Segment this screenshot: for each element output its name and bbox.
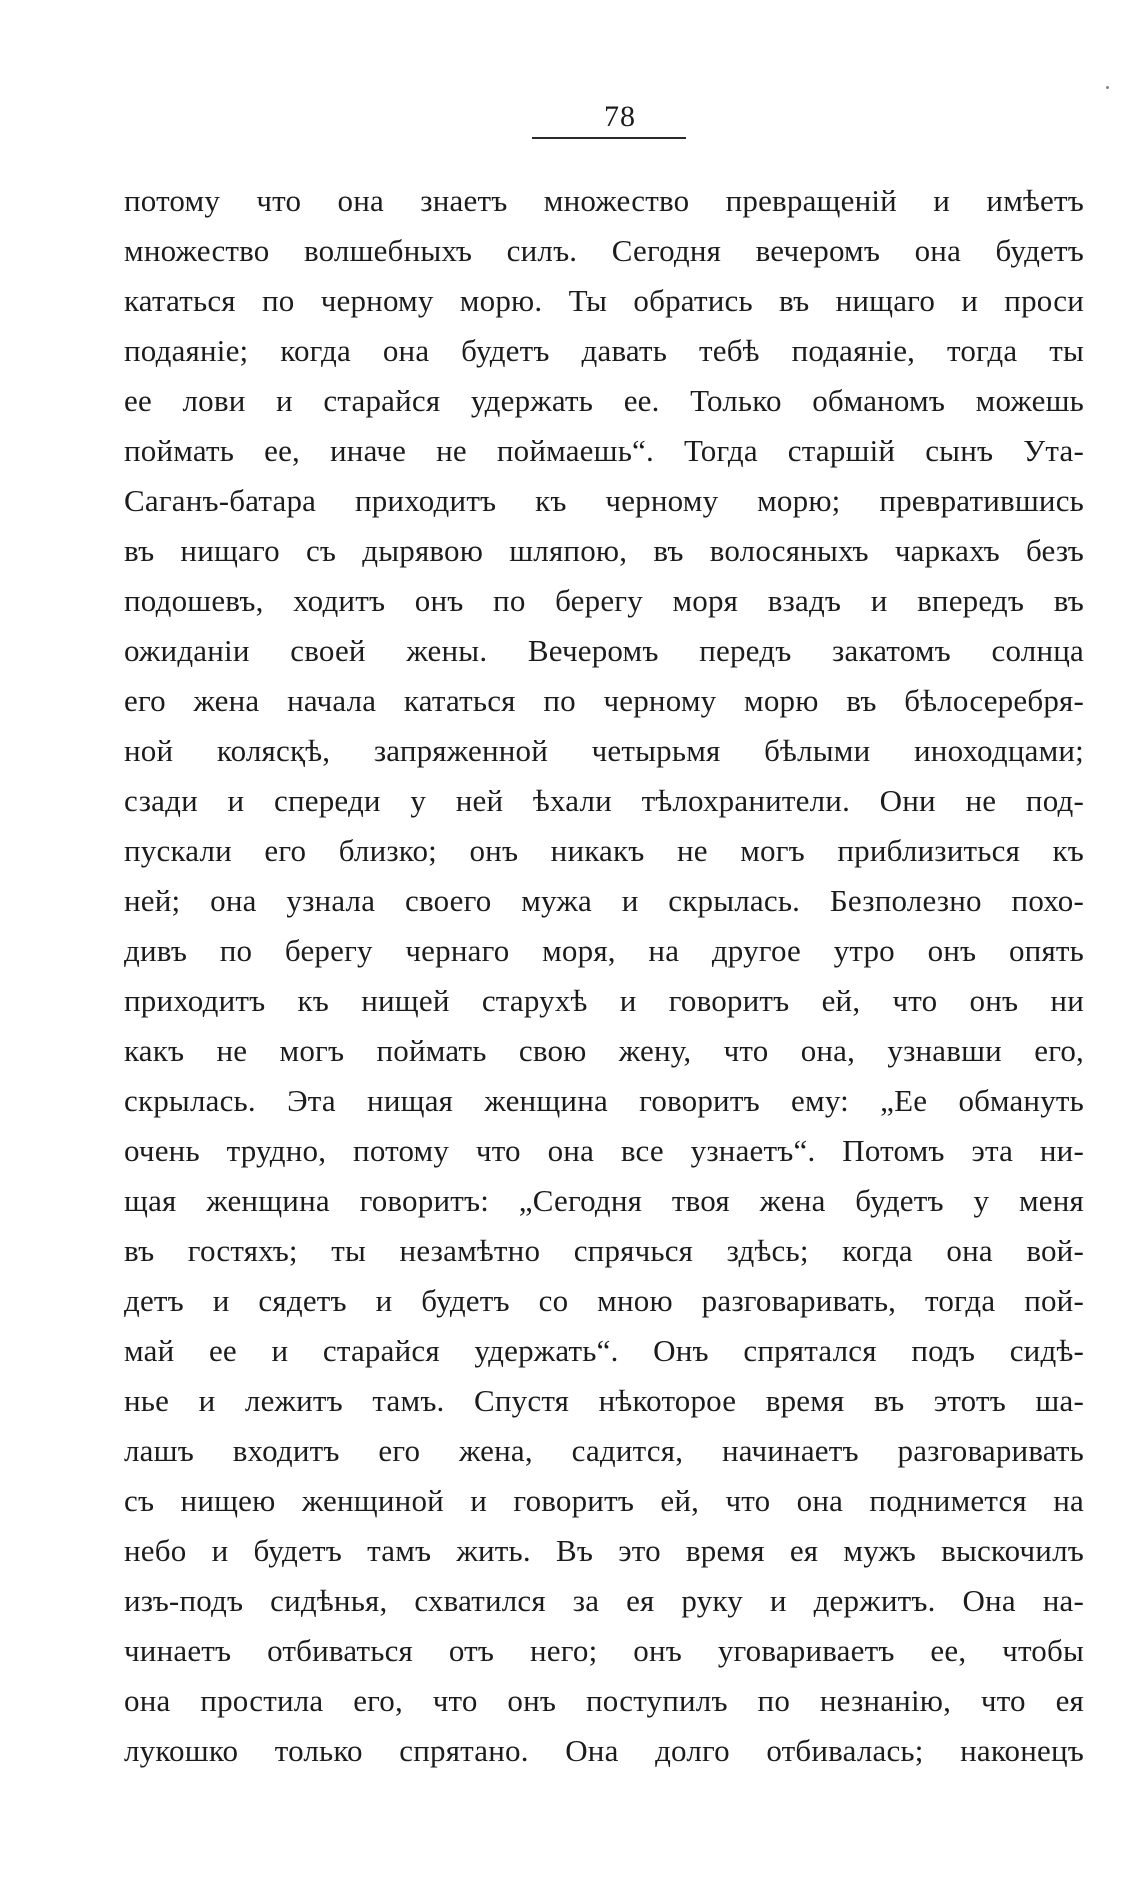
text-line: небо и будетъ тамъ жить. Въ это время ея мужъ выскочилъ <box>124 1533 1084 1568</box>
text-line: дивъ по берегу чернаго моря, на другое утро онъ опять <box>124 933 1084 968</box>
text-line: съ нищею женщиной и говоритъ ей, что она поднимется на <box>124 1483 1084 1518</box>
text-line: ной колясқѣ, запряженной четырьмя бѣлыми иноходцами; <box>124 733 1084 768</box>
text-line: подошевъ, ходитъ онъ по берегу моря взадъ и впередъ въ <box>124 583 1084 618</box>
text-line: подаянiе; когда она будетъ давать тебѣ подаянiе, тогда ты <box>124 333 1084 368</box>
text-line: въ гостяхъ; ты незамѣтно спрячься здѣсь; когда она вой- <box>124 1233 1084 1268</box>
page-number-rule <box>532 137 686 139</box>
text-line: очень трудно, потому что она все узнаетъ“. Потомъ эта ни- <box>124 1133 1084 1168</box>
text-line: лашъ входитъ его жена, садится, начинаетъ разговаривать <box>124 1433 1084 1468</box>
text-line: приходитъ къ нищей старухѣ и говоритъ ей, что онъ ни <box>124 983 1084 1018</box>
text-line: пускали его близко; онъ никакъ не могъ приблизиться къ <box>124 833 1084 868</box>
text-line: нье и лежитъ тамъ. Спустя нѣкоторое время въ этотъ ша- <box>124 1383 1084 1418</box>
margin-speck <box>1106 86 1109 89</box>
text-line: потому что она знаетъ множество превращенiй и имѣетъ <box>124 183 1084 218</box>
text-line: поймать ее, иначе не поймаешь“. Тогда старшiй сынъ Ута- <box>124 433 1084 468</box>
text-line: щая женщина говоритъ: „Сегодня твоя жена будетъ у меня <box>124 1183 1084 1218</box>
text-line: его жена начала кататься по черному морю въ бѣлосеребря- <box>124 683 1084 718</box>
text-line: лукошко только спрятано. Она долго отбивалась; наконецъ <box>124 1733 1084 1768</box>
text-line: сзади и спереди у ней ѣхали тѣлохранители. Они не под- <box>124 783 1084 818</box>
text-line: ней; она узнала своего мужа и скрылась. Безполезно похо- <box>124 883 1084 918</box>
text-line: кататься по черному морю. Ты обратись въ нищаго и проси <box>124 283 1084 318</box>
page-number: 78 <box>604 100 636 133</box>
text-line: какъ не могъ поймать свою жену, что она, узнавши его, <box>124 1033 1084 1068</box>
text-line: она простила его, что онъ поступилъ по незнанiю, что ея <box>124 1683 1084 1718</box>
text-line: скрылась. Эта нищая женщина говоритъ ему: „Ее обмануть <box>124 1083 1084 1118</box>
text-line: детъ и сядетъ и будетъ со мною разговаривать, тогда пой- <box>124 1283 1084 1318</box>
body-text <box>124 176 1084 1776</box>
text-line: ее лови и старайся удержать ее. Только обманомъ можешь <box>124 383 1084 418</box>
text-line: въ нищаго съ дырявою шляпою, въ волосяныхъ чаркахъ безъ <box>124 533 1084 568</box>
text-line: изъ-подъ сидѣнья, схватился за ея руку и держитъ. Она на- <box>124 1583 1084 1618</box>
text-line: чинаетъ отбиваться отъ него; онъ уговариваетъ ее, чтобы <box>124 1633 1084 1668</box>
text-line: Саганъ-батара приходитъ къ черному морю; превратившись <box>124 483 1084 518</box>
text-line: множество волшебныхъ силъ. Сегодня вечеромъ она будетъ <box>124 233 1084 268</box>
text-line: ожиданiи своей жены. Вечеромъ передъ закатомъ солнца <box>124 633 1084 668</box>
text-line: май ее и старайся удержать“. Онъ спрятался подъ сидѣ- <box>124 1333 1084 1368</box>
